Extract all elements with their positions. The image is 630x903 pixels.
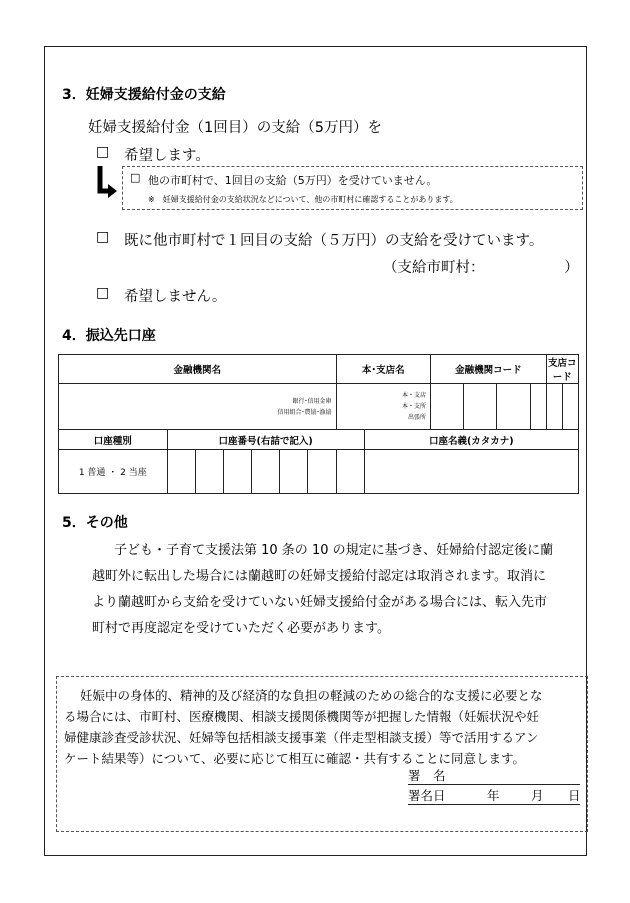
option-no-label: 希望しません。 xyxy=(124,289,227,305)
branch-name-cell[interactable] xyxy=(336,384,431,430)
section5-line-3: より蘭越町から支給を受けていない妊婦支援給付金がある場合には、転入先市 xyxy=(92,595,548,610)
checkbox-already[interactable]: □ xyxy=(96,229,110,245)
sub-option-label: 他の市町村で、1回目の支給（5万円）を受けていません。 xyxy=(148,174,438,187)
section4-heading: 4．振込先口座 xyxy=(62,328,156,344)
down-right-arrow-icon xyxy=(95,164,119,198)
consent-line-1: 妊娠中の身体的、精神的及び経済的な負担の軽減のための総合的な支援に必要とな xyxy=(80,688,543,703)
date-day: 日 xyxy=(568,788,581,803)
section5-line-4: 町村で再度認定を受けていただく必要があります。 xyxy=(92,621,390,636)
branch-type-1: 本・支店 xyxy=(402,392,427,399)
date-year: 年 xyxy=(487,788,500,803)
account-number-digit-2[interactable] xyxy=(195,450,223,494)
header-account-holder: 口座名義(カタカナ) xyxy=(364,430,578,450)
institution-types-1: 銀行･信用金庫 xyxy=(292,397,332,405)
institution-types-2: 信用組合･農協･漁協 xyxy=(277,408,332,416)
branch-code-digit-2[interactable] xyxy=(562,384,578,430)
account-number-digit-3[interactable] xyxy=(223,450,251,494)
section5-line-1: 子ども・子育て支援法第 10 条の 10 の規定に基づき、妊婦給付認定後に蘭 xyxy=(114,543,554,558)
option-already-label: 既に他市町村で１回目の支給（５万円）の支給を受けています。 xyxy=(124,233,544,249)
section5-heading: 5．その他 xyxy=(62,515,128,531)
header-branch-code: 支店コード xyxy=(546,355,578,384)
header-account-number: 口座番号(右詰で記入) xyxy=(167,430,364,450)
consent-line-4: ケート結果等）について、必要に応じて相互に確認・共有することに同意します。 xyxy=(64,751,526,766)
institution-name-cell[interactable] xyxy=(59,384,337,430)
account-type-cell[interactable]: 1 普通 ・ 2 当座 xyxy=(59,450,168,494)
account-number-digit-4[interactable] xyxy=(252,450,280,494)
signature-date-line[interactable] xyxy=(408,804,580,805)
header-institution: 金融機関名 xyxy=(59,355,337,384)
signature-line[interactable] xyxy=(408,784,580,785)
institution-code-digit-4[interactable] xyxy=(530,384,546,430)
header-account-type: 口座種別 xyxy=(59,430,168,450)
section3-heading: 3．妊婦支援給付金の支給 xyxy=(62,87,226,103)
account-number-digit-1[interactable] xyxy=(167,450,195,494)
checkbox-no[interactable]: □ xyxy=(96,285,110,301)
header-branch: 本･支店名 xyxy=(336,355,431,384)
institution-code-digit-1[interactable] xyxy=(431,384,464,430)
consent-line-3: 婦健康診査受診状況、妊婦等包括相談支援事業（伴走型相談支援）等で活用するアン xyxy=(64,730,539,745)
checkbox-not-received[interactable]: □ xyxy=(130,171,141,184)
option-wish-label: 希望します。 xyxy=(124,148,210,164)
branch-type-3: 出張所 xyxy=(408,414,427,421)
sub-option-note: ※ 妊婦支援給付金の支給状況などについて、他の市町村に確認することがあります。 xyxy=(148,195,458,204)
consent-line-2: る場合には、市町村、医療機関、相談支援関係機関等が把握した情報（妊娠状況や妊 xyxy=(64,709,540,724)
branch-code-digit-1[interactable] xyxy=(546,384,562,430)
signature-label: 署 名 xyxy=(408,768,446,783)
header-institution-code: 金融機関コード xyxy=(431,355,547,384)
account-number-digit-6[interactable] xyxy=(308,450,336,494)
account-number-digit-7[interactable] xyxy=(336,450,364,494)
checkbox-wish[interactable]: □ xyxy=(96,144,110,160)
institution-code-digit-3[interactable] xyxy=(497,384,530,430)
bank-account-table xyxy=(58,354,579,494)
date-month: 月 xyxy=(531,788,544,803)
paying-municipality[interactable]: （支給市町村： ） xyxy=(383,260,579,276)
account-number-digit-5[interactable] xyxy=(280,450,308,494)
institution-code-digit-2[interactable] xyxy=(464,384,497,430)
signature-date-label: 署名日 xyxy=(408,788,446,803)
section5-line-2: 越町外に転出した場合には蘭越町の妊婦支援給付認定は取消されます。取消に xyxy=(92,569,546,584)
branch-type-2: 本・支所 xyxy=(402,403,427,410)
section3-intro: 妊婦支援給付金（1回目）の支給（5万円）を xyxy=(88,120,382,136)
account-holder-field[interactable] xyxy=(364,450,578,494)
